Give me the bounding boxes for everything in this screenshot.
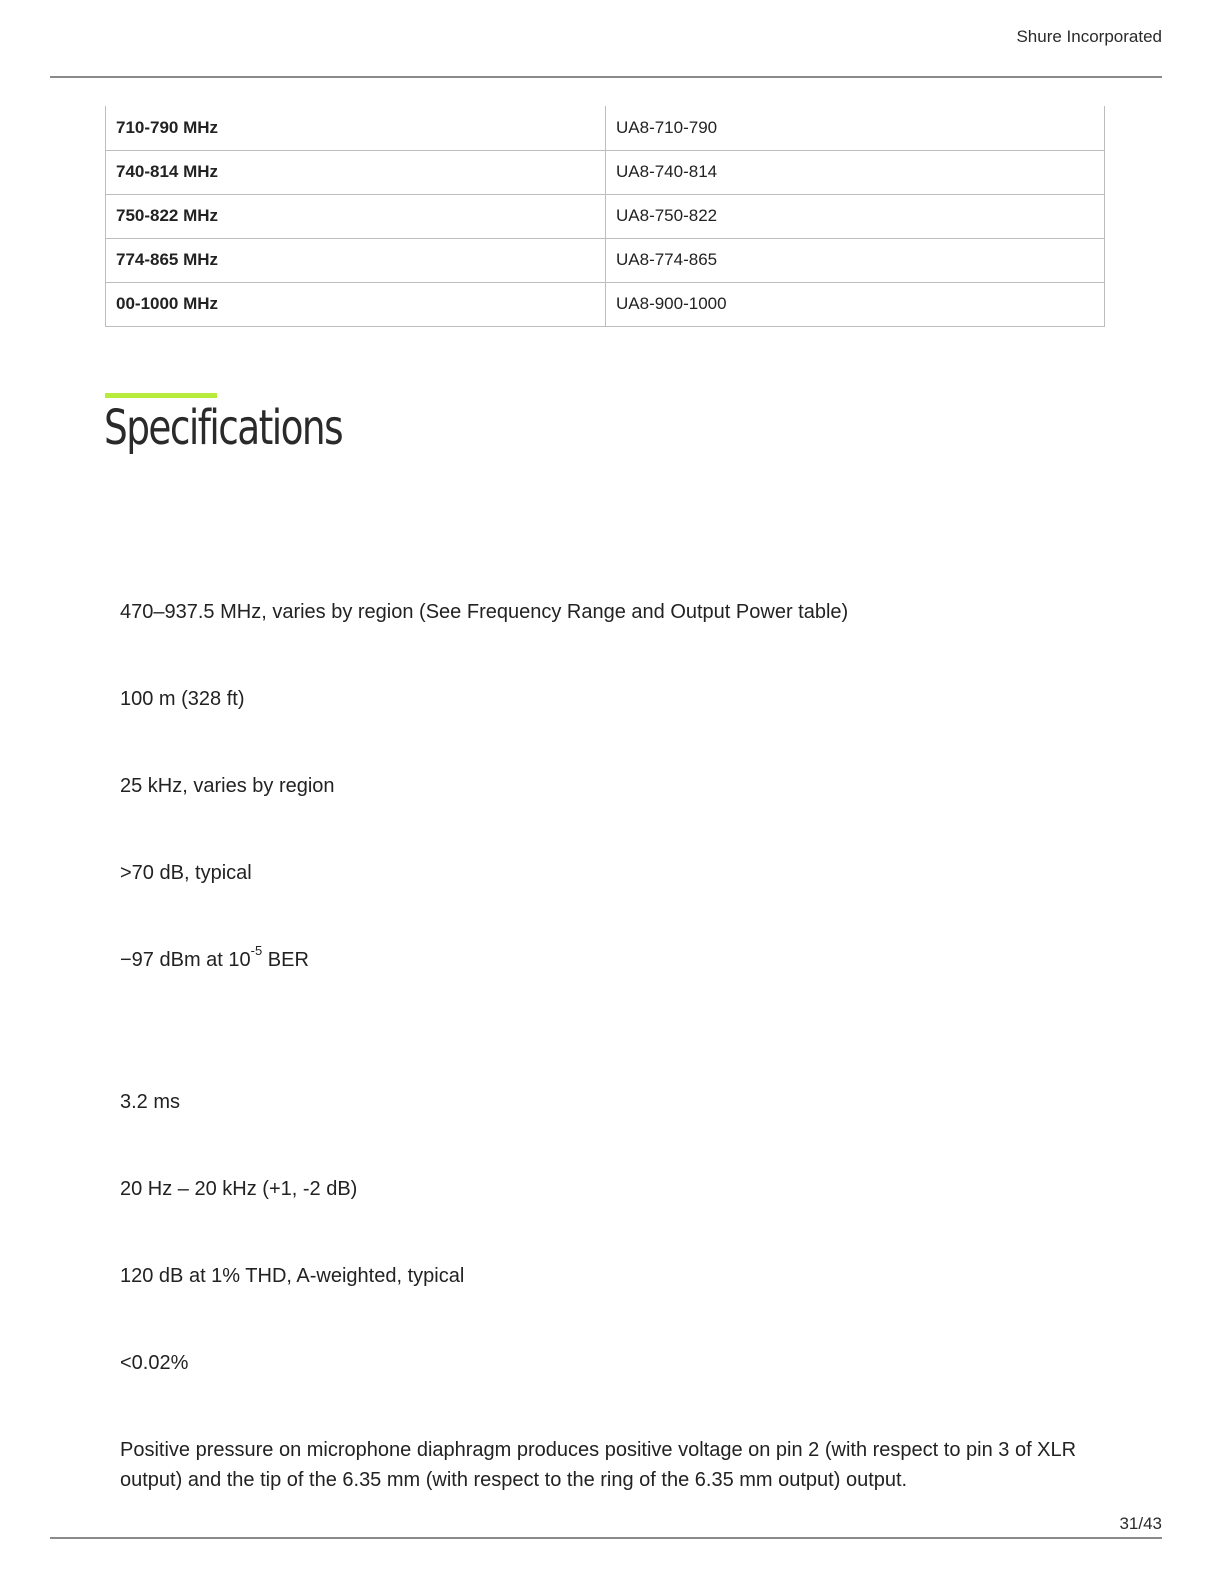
header-divider — [50, 76, 1162, 78]
frequency-model-table — [105, 106, 1105, 327]
spec-image-rejection: >70 dB, typical — [120, 862, 252, 884]
spec-dynamic-range: 120 dB at 1% THD, A-weighted, typical — [120, 1265, 465, 1287]
table-row — [106, 150, 1105, 194]
table-row — [106, 106, 1105, 150]
model-number-cell: UA8-900-1000 — [606, 282, 1105, 326]
rf-sensitivity-unit: BER — [262, 949, 309, 971]
footer-divider — [50, 1537, 1162, 1539]
model-number-cell: UA8-750-822 — [606, 194, 1105, 238]
model-number-cell: UA8-774-865 — [606, 238, 1105, 282]
spec-carrier-frequency: 470–937.5 MHz, varies by region (See Frequency Range and Output Power table) — [120, 601, 849, 623]
spec-polarity: Positive pressure on microphone diaphragm produces positive voltage on pin 2 (with respect to pin 3 of XLR output) and the tip of the 6.35 mm (with respect to the ring of the 6.35 mm output) output. — [120, 1439, 1077, 1491]
spec-latency: 3.2 ms — [120, 1091, 181, 1113]
model-number-cell: UA8-710-790 — [606, 106, 1105, 150]
frequency-range-cell: 710-790 MHz — [106, 106, 606, 150]
frequency-range-cell: 740-814 MHz — [106, 150, 606, 194]
table-row — [106, 282, 1105, 326]
table-row — [106, 194, 1105, 238]
table-row — [106, 238, 1105, 282]
spec-working-range: 100 m (328 ft) — [120, 688, 245, 710]
frequency-range-cell: 750-822 MHz — [106, 194, 606, 238]
spec-frequency-response: 20 Hz – 20 kHz (+1, -2 dB) — [120, 1178, 358, 1200]
header-company-name: Shure Incorporated — [1016, 27, 1162, 46]
rf-sensitivity-value: −97 dBm at 10 — [120, 949, 251, 971]
rf-sensitivity-exponent: -5 — [250, 943, 263, 959]
model-number-cell: UA8-740-814 — [606, 150, 1105, 194]
spec-rf-sensitivity — [120, 945, 309, 975]
section-title: Specifications — [104, 400, 343, 456]
frequency-range-cell: 00-1000 MHz — [106, 282, 606, 326]
frequency-range-cell: 774-865 MHz — [106, 238, 606, 282]
spec-thd: <0.02% — [120, 1352, 189, 1374]
page-number: 31/43 — [1119, 1514, 1162, 1533]
section-accent-bar — [105, 393, 217, 398]
spec-tuning-step: 25 kHz, varies by region — [120, 775, 335, 797]
